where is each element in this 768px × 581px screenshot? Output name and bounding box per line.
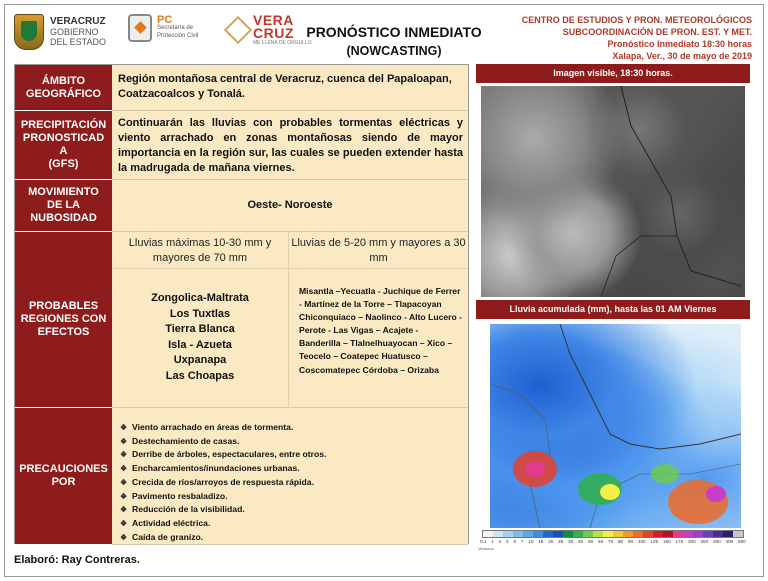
regiones-label [15, 232, 112, 408]
scale-label: 100 [637, 539, 646, 544]
scale-label: 200 [687, 539, 696, 544]
ambito-label [15, 65, 112, 111]
label-line: ÁMBITO [41, 74, 86, 87]
precaution-text: Encharcamientos/inundaciones urbanas. [132, 463, 300, 474]
region-item: Isla - Azueta [168, 338, 232, 351]
scale-swatch [663, 531, 673, 537]
scale-label: 50 [588, 539, 594, 544]
scale-label: 15 [538, 539, 544, 544]
scale-swatch [593, 531, 603, 537]
list-item [120, 448, 468, 462]
proteccion-civil-logo [128, 14, 198, 42]
logo-line3: DEL ESTADO [50, 37, 107, 47]
movimiento-text: Oeste- Noroeste [247, 199, 333, 211]
scale-swatch [563, 531, 573, 537]
movimiento-value [112, 180, 468, 232]
regiones-col-a [112, 232, 289, 408]
precaution-text: Derribe de árboles, espectaculares, entre otros. [132, 449, 327, 460]
label-line: EFECTOS [37, 326, 90, 338]
scale-label: 0.1 [480, 539, 487, 544]
scale-label: 90 [627, 539, 634, 544]
precaution-text: Pavimento resbaladizo. [132, 490, 228, 501]
scale-unit: Veracruz [478, 546, 494, 551]
bullet-icon: ❖ [120, 491, 128, 501]
scale-label: 70 [608, 539, 614, 544]
title: PRONÓSTICO INMEDIATO [306, 24, 482, 40]
bullet-icon: ❖ [120, 450, 128, 460]
movimiento-label [15, 180, 112, 232]
scale-label: 175 [675, 539, 684, 544]
agency-header [522, 14, 752, 62]
veracruz-government-logo [14, 14, 106, 50]
accumulated-rain-map [490, 324, 741, 528]
scale-label: 250 [700, 539, 709, 544]
scale-label: 1 [491, 539, 494, 544]
scale-swatch [723, 531, 733, 537]
precaution-text: Crecida de ríos/arroyos de respuesta rápida. [132, 476, 314, 487]
forecast-time: Pronóstico Inmediato 18:30 horas [607, 39, 752, 49]
pc-logo-line2: Secretaría de [157, 25, 194, 31]
precaution-text: Actividad eléctrica. [132, 517, 211, 528]
precipitacion-label [15, 111, 112, 180]
vz-logo-line3: ME LLENA DE ORGULLO [253, 40, 312, 46]
scale-swatch [553, 531, 563, 537]
precaution-text: Caída de granizo. [132, 531, 204, 542]
civil-protection-icon [128, 14, 152, 42]
region-item: Las Choapas [165, 369, 235, 382]
scale-swatch [713, 531, 723, 537]
bullet-icon: ❖ [120, 532, 128, 542]
scale-label: 300 [713, 539, 721, 544]
col-b-list: Misantla –Yecuatla - Juchique de Ferrer - Martínez de la Torre – Tlapacoyan Chiconquiaco – Naolinco - Alto Lucero - Perote - Las Vigas – Acajete - Banderilla – Tlalnelhuayocan – Xico – Teocelo – Coatepec Huatusco – Coscomatepec Córdoba – Orizaba [299, 286, 462, 375]
label-line: (GFS) [48, 158, 79, 170]
scale-bar [482, 530, 744, 538]
scale-swatch [683, 531, 693, 537]
scale-swatch [523, 531, 533, 537]
label-line: NUBOSIDAD [30, 212, 97, 224]
scale-swatch [623, 531, 633, 537]
scale-label: 60 [598, 539, 604, 544]
ambito-value [112, 65, 468, 111]
scale-swatch [583, 531, 593, 537]
scale-label: 5 [513, 539, 517, 544]
scale-swatch [653, 531, 663, 537]
label-line: PRECAUCIONES [19, 463, 108, 475]
scale-swatch [503, 531, 513, 537]
scale-label: 2 [498, 539, 502, 544]
agency-line2: SUBCOORDINACIÓN DE PRON. EST. Y MET. [562, 27, 752, 37]
bullet-icon: ❖ [120, 477, 128, 487]
list-item [120, 421, 468, 435]
ambito-text: Región montañosa central de Veracruz, cuenca del Papaloapan, Coatzacoalcos y Tonalá. [118, 73, 452, 100]
col-a-list [112, 269, 288, 384]
label-line: GEOGRÁFICO [25, 87, 102, 100]
scale-label: 7 [520, 539, 524, 544]
precautions-list [112, 408, 468, 544]
scale-label: 40 [578, 539, 584, 544]
scale-swatch [603, 531, 613, 537]
list-item [120, 462, 468, 476]
region-item: Uxpanapa [173, 354, 227, 366]
scale-label: 25 [558, 539, 564, 544]
rain-map-caption: Lluvia acumulada (mm), hasta las 01 AM Viernes [476, 300, 750, 319]
rain-color-scale [476, 528, 748, 550]
label-line: PRECIPITACIÓN [20, 119, 107, 131]
scale-labels [480, 539, 746, 544]
vz-logo-line2: CRUZ [253, 25, 294, 41]
rain-map-features [490, 324, 741, 528]
pc-logo-line3: Protección Civil [157, 33, 199, 39]
vz-logo-line1: VERA [253, 12, 294, 28]
state-border-lines [481, 86, 745, 297]
bullet-icon: ❖ [120, 436, 128, 446]
logo-line1: VERACRUZ [50, 16, 106, 27]
bullet-icon: ❖ [120, 423, 128, 432]
author-credit: Elaboró: Ray Contreras. [14, 554, 140, 566]
scale-label: 400 [725, 539, 734, 544]
precaution-text: Destechamiento de casas. [132, 435, 240, 446]
agency-line1: CENTRO DE ESTUDIOS Y PRON. METEOROLÓGICOS [521, 15, 752, 25]
forecast-table [14, 64, 469, 544]
scale-swatch [693, 531, 703, 537]
logo-line2: GOBIERNO [50, 27, 99, 37]
label-line: DE LA [47, 199, 80, 211]
list-item [120, 490, 468, 504]
regiones-col-b [289, 232, 468, 408]
precauciones-value [112, 408, 468, 545]
scale-label: 500 [738, 539, 746, 544]
label-line: A [59, 145, 68, 157]
scale-swatch [733, 531, 743, 537]
precipitacion-value [112, 111, 468, 180]
place-date: Xalapa, Ver., 30 de mayo de 2019 [612, 51, 752, 61]
satellite-image [481, 86, 745, 297]
col-a-header: Lluvias máximas 10-30 mm y mayores de 70 mm [112, 232, 288, 269]
precauciones-label [15, 408, 112, 545]
scale-label: 80 [617, 539, 624, 544]
bullet-icon: ❖ [120, 464, 128, 474]
satellite-caption: Imagen visible, 18:30 horas. [476, 64, 750, 83]
list-item [120, 435, 468, 449]
state-seal-icon [14, 14, 44, 50]
scale-swatch [573, 531, 583, 537]
scale-label: 125 [650, 539, 659, 544]
label-line: REGIONES CON [20, 313, 107, 325]
scale-label: 3 [506, 539, 509, 544]
region-item: Los Tuxtlas [169, 307, 231, 320]
bullet-icon: ❖ [120, 505, 128, 515]
region-item: Tierra Blanca [165, 323, 235, 335]
scale-label: 150 [662, 539, 671, 544]
scale-swatch [483, 531, 493, 537]
scale-swatch [673, 531, 683, 537]
scale-swatch [493, 531, 503, 537]
scale-swatch [543, 531, 553, 537]
scale-swatch [703, 531, 713, 537]
scale-swatch [643, 531, 653, 537]
region-item: Zongolica-Maltrata [151, 292, 249, 304]
scale-swatch [633, 531, 643, 537]
scale-swatch [513, 531, 523, 537]
page-title [296, 24, 492, 58]
list-item [120, 531, 468, 545]
label-line: POR [51, 476, 76, 488]
precipitacion-text: Continuarán las lluvias con probables tormentas eléctricas y viento arrachado en zonas montañosas siendo de mayor importancia en la región sur, las cuales se pueden extender hasta la madrugada de mañana viernes. [118, 117, 463, 174]
scale-label: 10 [528, 539, 534, 544]
subtitle: (NOWCASTING) [346, 44, 442, 58]
scale-swatch [613, 531, 623, 537]
bullet-icon: ❖ [120, 518, 128, 528]
precaution-text: Reducción de la visibilidad. [132, 504, 245, 515]
label-line: PROBABLES [28, 300, 99, 312]
scale-label: 30 [568, 539, 574, 544]
scale-swatch [533, 531, 543, 537]
regiones-value [112, 232, 468, 408]
pc-logo-line1: PC [157, 14, 173, 26]
precaution-text: Viento arrachado en áreas de tormenta. [132, 422, 294, 432]
list-item [120, 517, 468, 531]
list-item [120, 503, 468, 517]
list-item [120, 476, 468, 490]
diamond-icon [224, 16, 252, 44]
label-line: PRONOSTICAD [22, 132, 105, 144]
scale-label: 20 [548, 539, 554, 544]
col-b-header: Lluvias de 5-20 mm y mayores a 30 mm [289, 232, 468, 269]
label-line: MOVIMIENTO [28, 186, 99, 198]
